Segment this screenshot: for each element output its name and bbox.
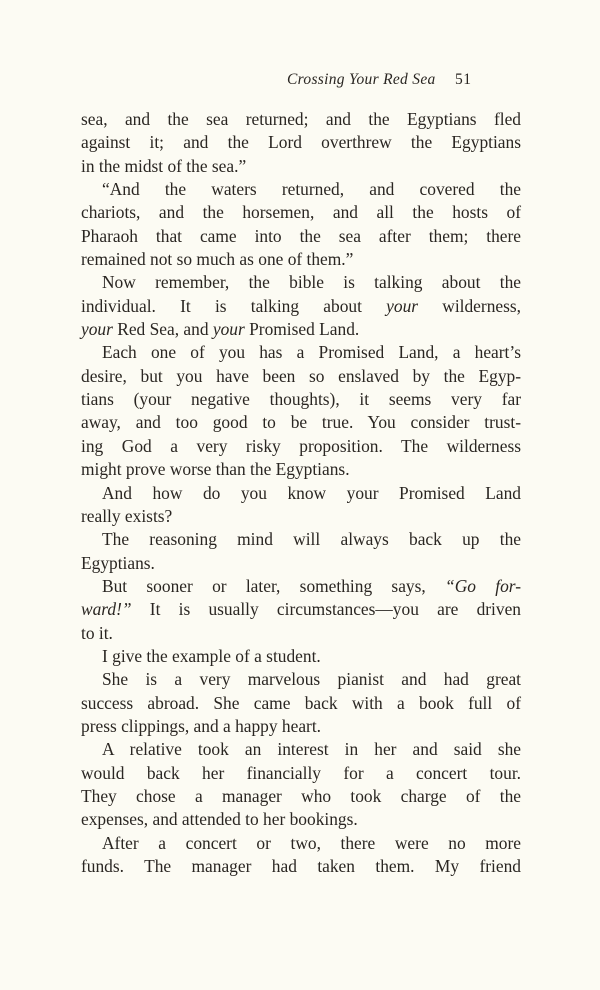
text-line [81, 622, 521, 645]
text-line [81, 225, 521, 248]
text-segment: desire, but you have been so enslaved by the Egyp- [81, 365, 521, 386]
text-segment: really exists? [81, 505, 173, 526]
text-segment: A relative took an interest in her and said she [102, 739, 521, 760]
italic-text: “Go for- [445, 575, 521, 596]
body-text [81, 108, 521, 878]
text-segment: funds. The manager had taken them. My friend [81, 856, 521, 876]
italic-text: your [386, 295, 419, 316]
text-line [81, 178, 521, 201]
text-segment: sea, and the sea returned; and the Egyptians fled [81, 109, 521, 129]
text-segment: But sooner or later, something says, [102, 575, 446, 596]
text-segment: It is usually circumstances—you are driven [131, 599, 521, 620]
italic-text: ward!” [81, 599, 132, 620]
text-segment: against it; and the Lord overthrew the Egyptians [81, 132, 521, 153]
text-segment: press clippings, and a happy heart. [81, 715, 322, 736]
text-line [81, 645, 521, 668]
text-segment: Egyptians. [81, 552, 155, 573]
text-segment: I give the example of a student. [102, 645, 321, 666]
running-head [0, 71, 600, 93]
text-line [81, 131, 521, 154]
text-segment: “And the waters returned, and covered the [102, 179, 521, 200]
text-segment: chariots, and the horsemen, and all the hosts of [81, 202, 521, 223]
text-segment: tians (your negative thoughts), it seems very far [81, 389, 521, 410]
text-line [81, 108, 521, 131]
text-line [81, 341, 521, 364]
text-segment: to it. [81, 622, 113, 643]
text-line [81, 762, 521, 785]
text-line [81, 435, 521, 458]
text-line [81, 738, 521, 761]
text-segment: Pharaoh that came into the sea after them; there [81, 225, 521, 246]
text-segment: ing God a very risky proposition. The wilderness [81, 435, 521, 456]
page-number: 51 [455, 71, 472, 88]
text-line [81, 575, 521, 598]
text-line [81, 808, 521, 831]
text-segment: in the midst of the sea.” [81, 155, 247, 176]
text-line [81, 528, 521, 551]
text-line [81, 318, 521, 341]
text-line [81, 715, 521, 738]
text-line [81, 668, 521, 691]
text-line [81, 201, 521, 224]
text-line [81, 505, 521, 528]
text-line [81, 295, 521, 318]
text-segment: They chose a manager who took charge of the [81, 785, 521, 806]
text-line [81, 365, 521, 388]
text-line [81, 155, 521, 178]
italic-text: your [81, 319, 113, 340]
text-segment: success abroad. She came back with a book full of [81, 692, 521, 713]
text-segment: And how do you know your Promised Land [102, 482, 521, 503]
text-segment: expenses, and attended to her bookings. [81, 809, 358, 830]
text-segment: After a concert or two, there were no more [102, 832, 521, 853]
text-line [81, 832, 521, 855]
text-line [81, 482, 521, 505]
text-line [81, 458, 521, 481]
text-segment: remained not so much as one of them.” [81, 249, 354, 270]
text-line [81, 692, 521, 715]
text-line [81, 598, 521, 621]
text-line [81, 855, 521, 878]
text-line [81, 411, 521, 434]
text-segment: away, and too good to be true. You consider trust- [81, 412, 521, 433]
text-segment: Each one of you has a Promised Land, a heart’s [102, 342, 521, 363]
text-segment: wilderness, [418, 295, 521, 316]
text-line [81, 388, 521, 411]
text-segment: Now remember, the bible is talking about the [102, 272, 521, 293]
text-line [81, 271, 521, 294]
text-segment: might prove worse than the Egyptians. [81, 459, 350, 480]
text-segment: would back her financially for a concert tour. [81, 762, 521, 783]
text-segment: Red Sea, and [112, 319, 213, 340]
text-line [81, 248, 521, 271]
text-segment: She is a very marvelous pianist and had great [102, 669, 521, 690]
italic-text: your [212, 319, 245, 340]
text-segment: The reasoning mind will always back up the [102, 529, 521, 550]
text-segment: individual. It is talking about [81, 295, 387, 316]
text-segment: Promised Land. [244, 319, 360, 340]
text-line [81, 785, 521, 808]
chapter-title: Crossing Your Red Sea [287, 71, 436, 88]
text-line [81, 552, 521, 575]
